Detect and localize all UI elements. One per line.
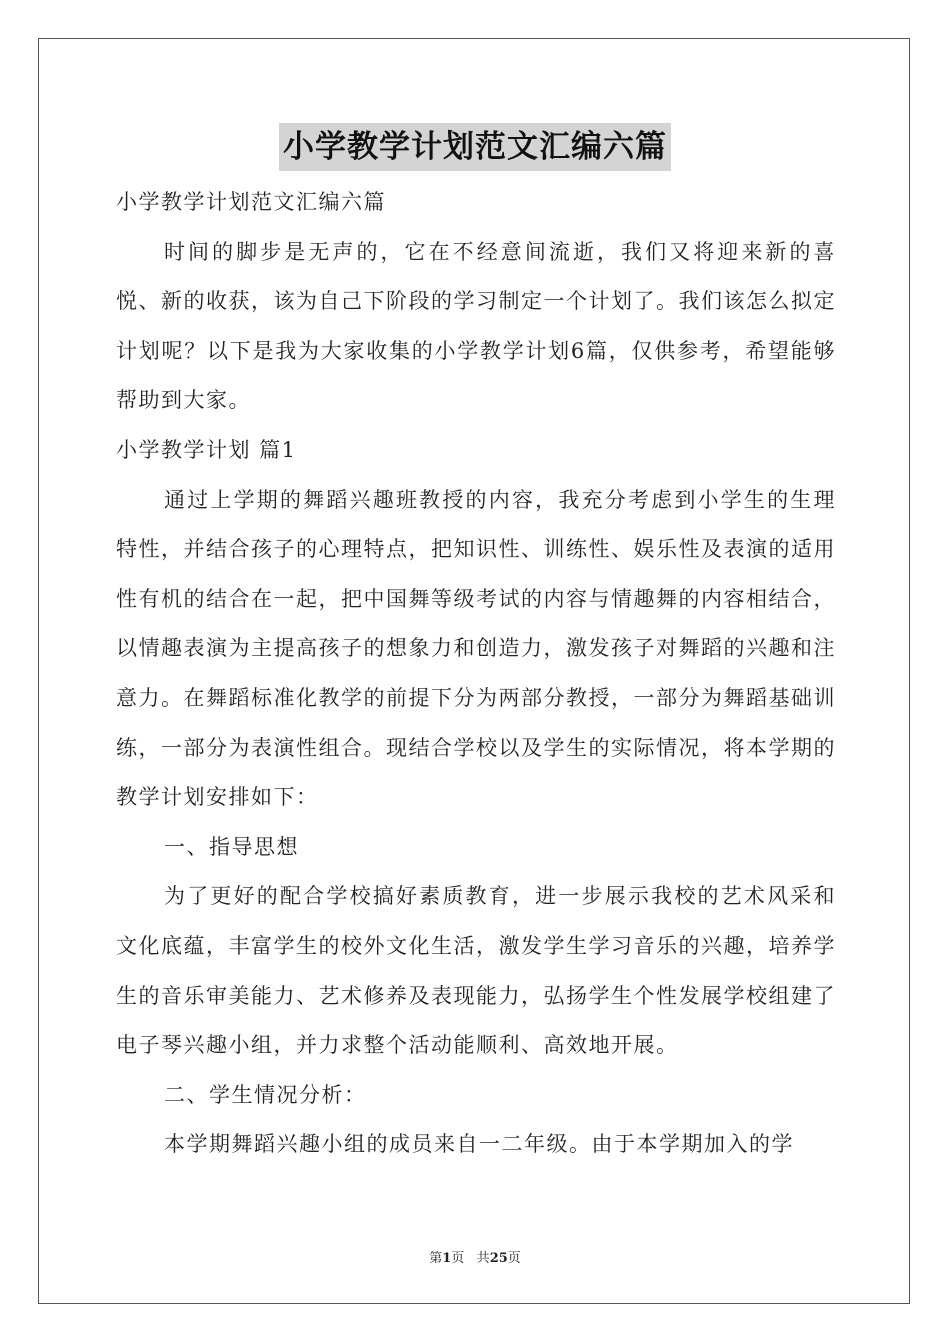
page-footer [0,1247,950,1266]
footer-prefix: 第 [429,1251,443,1266]
paragraph: 时间的脚步是无声的，它在不经意间流逝，我们又将迎来新的喜悦、新的收获，该为自己下阶段的学习制定一个计划了。我们该怎么拟定计划呢？以下是我为大家收集的小学教学计划6篇，仅供参考，希望能够帮助到大家。 [116,239,836,413]
footer-page-number: 1 [442,1251,452,1266]
document-body [116,178,836,1170]
document-title: 小学教学计划范文汇编六篇 [279,123,671,171]
footer-total-pages: 25 [489,1251,508,1266]
section-heading: 小学教学计划 篇1 [116,437,297,462]
paragraph: 本学期舞蹈兴趣小组的成员来自一二年级。由于本学期加入的学 [164,1132,794,1157]
paragraph: 小学教学计划范文汇编六篇 [116,190,386,214]
title-container [0,123,950,171]
section-heading: 一、指导思想 [164,834,299,859]
section-heading: 二、学生情况分析： [164,1082,367,1107]
paragraph: 为了更好的配合学校搞好素质教育，进一步展示我校的艺术风采和文化底蕴，丰富学生的校外文化生活，激发学生学习音乐的兴趣，培养学生的音乐审美能力、艺术修养及表现能力，弘扬学生个性发展学校组建了电子琴兴趣小组，并力求整个活动能顺利、高效地开展。 [116,884,836,1058]
footer-page-suffix: 页 [451,1251,465,1266]
footer-total-suffix: 页 [507,1251,521,1266]
paragraph: 通过上学期的舞蹈兴趣班教授的内容，我充分考虑到小学生的生理特性，并结合孩子的心理特点，把知识性、训练性、娱乐性及表演的适用性有机的结合在一起，把中国舞等级考试的内容与情趣舞的内容相结合，以情趣表演为主提高孩子的想象力和创造力，激发孩子对舞蹈的兴趣和注意力。在舞蹈标准化教学的前提下分为两部分教授，一部分为舞蹈基础训练，一部分为表演性组合。现结合学校以及学生的实际情况，将本学期的教学计划安排如下： [116,487,836,810]
footer-total-prefix: 共 [476,1251,490,1266]
